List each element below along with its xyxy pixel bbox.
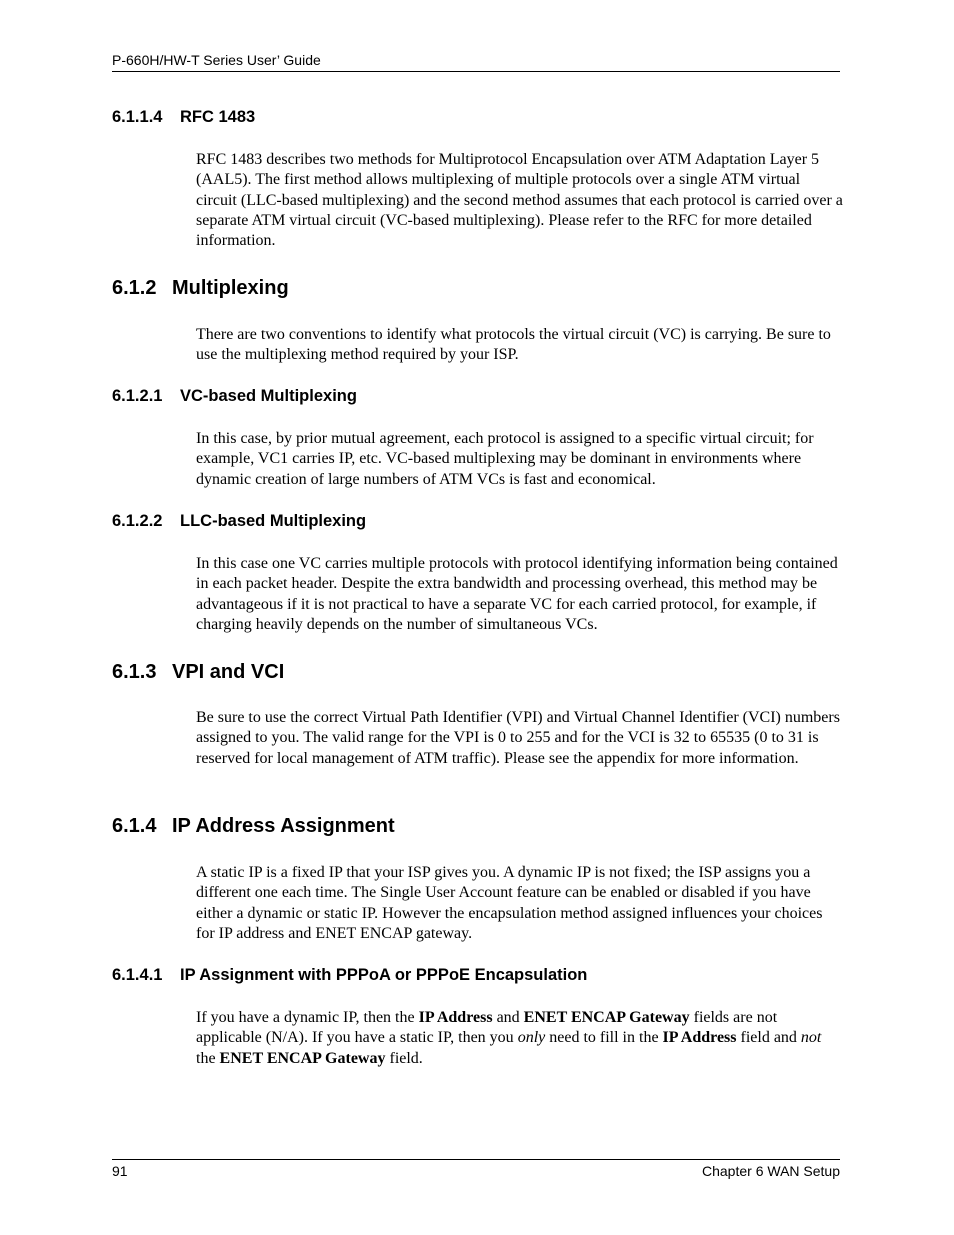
page-footer: [112, 1159, 840, 1179]
section-title: VC-based Multiplexing: [180, 387, 357, 405]
document-title: P-660H/HW-T Series User’ Guide: [112, 52, 321, 68]
paragraph-rfc-1483: RFC 1483 describes two methods for Multiprotocol Encapsulation over ATM Adaptation Layer 5 (AAL5). The first method allows multiplexing of multiple protocols over a single ATM virtual circuit (LLC-based multiplexing) and the second method assumes that each protocol is carried over a separate ATM virtual circuit (VC-based multiplexing). Please refer to the RFC for more detailed information.: [196, 151, 843, 250]
heading-ip-assignment-pppoa-pppoe: [112, 966, 587, 985]
text-run: the: [196, 1049, 220, 1067]
heading-ip-address-assignment: [112, 815, 395, 838]
chapter-label: Chapter 6 WAN Setup: [702, 1163, 840, 1179]
text-run: field and: [736, 1029, 801, 1047]
section-title: VPI and VCI: [172, 661, 285, 683]
text-run: If you have a dynamic IP, then the: [196, 1009, 419, 1026]
heading-multiplexing: [112, 277, 289, 300]
emphasis-only: only: [517, 1029, 546, 1047]
paragraph-ip-address-assignment: A static IP is a fixed IP that your ISP gives you. A dynamic IP is not fixed; the ISP assigns you a different one each time. The Single User Account feature can be enabled or disabled if you have either a dynamic or static IP. However the encapsulation method assigned influences your choices for IP address and ENET ENCAP gateway.: [196, 864, 823, 942]
paragraph-vc-based-multiplexing: In this case, by prior mutual agreement, each protocol is assigned to a specific virtual circuit; for example, VC1 carries IP, etc. VC-based multiplexing may be dominant in environments where dynamic creation of large numbers of ATM VCs is fast and economical.: [196, 430, 814, 488]
section-number: 6.1.3: [112, 661, 157, 683]
text-run: need to fill in the: [545, 1029, 663, 1047]
section-title: IP Address Assignment: [172, 815, 395, 837]
section-number: 6.1.2: [112, 277, 157, 299]
field-name-ip-address: IP Address: [662, 1029, 737, 1047]
field-name-enet-encap-gateway: ENET ENCAP Gateway: [523, 1009, 690, 1026]
section-title: Multiplexing: [172, 277, 289, 299]
text-run: field.: [385, 1049, 423, 1067]
heading-vc-based-multiplexing: [112, 387, 357, 406]
paragraph-multiplexing: There are two conventions to identify what protocols the virtual circuit (VC) is carrying. Be sure to use the multiplexing method required by your ISP.: [196, 326, 831, 364]
paragraph-ip-assignment-pppoa-pppoe: [196, 1008, 844, 1069]
section-number: 6.1.4: [112, 815, 157, 837]
section-title: RFC 1483: [180, 108, 256, 126]
heading-vpi-and-vci: [112, 661, 284, 684]
heading-llc-based-multiplexing: [112, 512, 366, 531]
text-run: fields are not applicable (N/A). If you have a static IP, then you: [196, 1009, 778, 1047]
section-number: 6.1.4.1: [112, 966, 163, 984]
page-number: 91: [112, 1163, 128, 1179]
field-name-ip-address: IP Address: [418, 1009, 493, 1026]
heading-rfc-1483: [112, 108, 255, 127]
emphasis-not: not: [800, 1029, 822, 1047]
paragraph-llc-based-multiplexing: In this case one VC carries multiple protocols with protocol identifying information being contained in each packet header. Despite the extra bandwidth and processing overhead, this method may be advantageous if it is not practical to have a separate VC for each carried protocol, for example, if charging heavily depends on the number of simultaneous VCs.: [196, 555, 838, 633]
section-title: IP Assignment with PPPoA or PPPoE Encapsulation: [180, 966, 588, 984]
section-title: LLC-based Multiplexing: [180, 512, 367, 530]
page-header: [112, 52, 840, 72]
section-number: 6.1.1.4: [112, 108, 163, 126]
section-number: 6.1.2.2: [112, 512, 163, 530]
section-number: 6.1.2.1: [112, 387, 163, 405]
paragraph-vpi-and-vci: Be sure to use the correct Virtual Path Identifier (VPI) and Virtual Channel Identifier (VCI) numbers assigned to you. The valid range for the VPI is 0 to 255 and for the VCI is 32 to 65535 (0 to 31 is reserved for local management of ATM traffic). Please see the appendix for more information.: [196, 709, 840, 767]
field-name-enet-encap-gateway: ENET ENCAP Gateway: [219, 1049, 386, 1067]
text-run: and: [492, 1009, 524, 1026]
